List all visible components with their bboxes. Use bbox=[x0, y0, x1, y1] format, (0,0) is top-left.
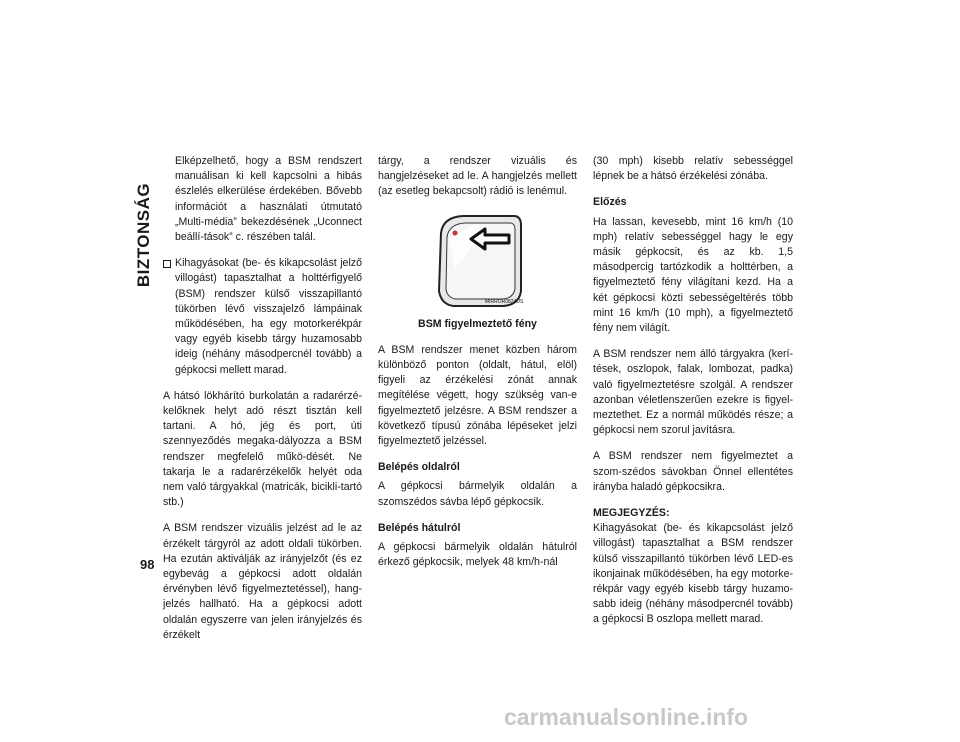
paragraph: Ha lassan, kevesebb, mint 16 km/h (10 mph) relatív sebességgel hagy le egy másik gépkocsit, és az kb. 1,5 másodpercig tartózkodik a holttérben, a figyelmeztető fény világítani kezd. Ha a két gépkocsi közti sebességeltérés több mint 16 km/h (10 mph), a figyelmeztető fény nem világít. bbox=[593, 215, 793, 335]
checkbox-bullet-icon bbox=[163, 260, 171, 268]
column-1 bbox=[163, 154, 362, 654]
paragraph: A gépkocsi bármelyik oldalán hátulról érkező gépkocsik, melyek 48 km/h-nál bbox=[378, 541, 577, 569]
bullet-paragraph bbox=[163, 256, 362, 378]
column-3 bbox=[593, 154, 793, 639]
paragraph: A hátsó lökhárító burkolatán a radarérzé-kelőknek helyt adó részt tisztán kell tartani. A hó, jég és port, úti szennyeződés megaka-dályozza a BSM rendszer megfelelő műkö-dését. Ne takarja le a radarérzékelők helyét oda nem való tárgyakkal (matricák, bicikli-tartó stb.) bbox=[163, 389, 362, 509]
paragraph: A BSM rendszer menet közben három különböző ponton (oldalt, hátul, elöl) figyeli az érzékelési zónát annak megítélése végett, hogy szükség van-e figyelmeztető jelzésre. A BSM rendszer a következő típusú zónába lépéseket jelzi figyelmeztető jelzéssel. bbox=[378, 343, 577, 448]
section-heading: Előzés bbox=[593, 196, 627, 209]
warning-light-icon bbox=[452, 230, 457, 235]
note-title: MEGJEGYZÉS: bbox=[593, 507, 670, 520]
indent-paragraph: Elképzelhető, hogy a BSM rendszert manuálisan ki kell kapcsolni a hibás észlelés elkerülése érdekében. Bővebb információt a használati útmutató „Multi-média” bekezdésének „Uconnect beállí-tások” c. részében talál. bbox=[175, 155, 362, 244]
paragraph: A gépkocsi bármelyik oldalán a szomszédos sávba lépő gépkocsik. bbox=[378, 480, 577, 508]
paragraph: tárgy, a rendszer vizuális és hangjelzéseket ad le. A hangjelzés mellett (az esetleg bekapcsolt) rádió is lenémul. bbox=[378, 155, 577, 198]
watermark: carmanualsonline.info bbox=[504, 704, 749, 730]
bullet-text: Kihagyásokat (be- és kikapcsolást jelző villogást) tapasztalhat a holttérfigyelő (BSM) rendszer külső visszapillantó tükörben lévő visszajelző lámpáinak működésében, ha egy motorkerékpár vagy egyéb kisebb tárgy huzamosabb ideig (néhány másodpercnél tovább) a gépkocsi mellett marad. bbox=[175, 257, 362, 376]
paragraph: (30 mph) kisebb relatív sebességgel lépnek be a hátsó érzékelési zónába. bbox=[593, 155, 793, 183]
section-heading: Belépés oldalról bbox=[378, 461, 460, 474]
note-text: Kihagyásokat (be- és kikapcsolást jelző villogást) tapasztalhat a BSM rendszer külső visszapillantó tükörben lévő LED-es ikonjainak működésében, ha egy motorke-rékpár vagy egyéb kisebb tárgy huzamo-sabb ideig (néhány másodpercnél tovább) a gépkocsi B oszlopa mellett marad. bbox=[593, 522, 793, 626]
section-side-label bbox=[126, 160, 162, 310]
paragraph: A BSM rendszer nem álló tárgyakra (kerí-tések, oszlopok, falak, lombozat, padka) való figyelmeztetésre szolgál. A rendszer azonban véletlenszerűen ezekre is figyel-meztethet. Ez a normál működés része; a gépkocsi nem szorul javításra. bbox=[593, 348, 793, 437]
page-number: 98 bbox=[140, 557, 155, 572]
mirror-figure bbox=[378, 211, 577, 311]
section-title: BIZTONSÁG bbox=[134, 182, 153, 288]
paragraph: A BSM rendszer vizuális jelzést ad le az érzékelt tárgyról az adott oldali tükörben. Ha ezután aktiválják az irányjelzőt (és ez egybevág a gépkocsi adott oldalán érvényben lévő figyelmeztetéssel), hang-jelzés hallható. Ha a gépkocsi adott oldalán egyszerre van jelen irányjelzés és érzékelt bbox=[163, 522, 362, 641]
paragraph: A BSM rendszer nem figyelmeztet a szom-szédos sávokban Önnel ellentétes irányba haladó gépkocsikra. bbox=[593, 450, 793, 493]
section-heading: Belépés hátulról bbox=[378, 521, 461, 534]
mirror-illustration bbox=[433, 211, 523, 311]
figure-caption: BSM figyelmeztető fény bbox=[418, 317, 537, 330]
column-2 bbox=[378, 154, 577, 581]
figure-code: MIRROR0824US bbox=[484, 298, 523, 305]
